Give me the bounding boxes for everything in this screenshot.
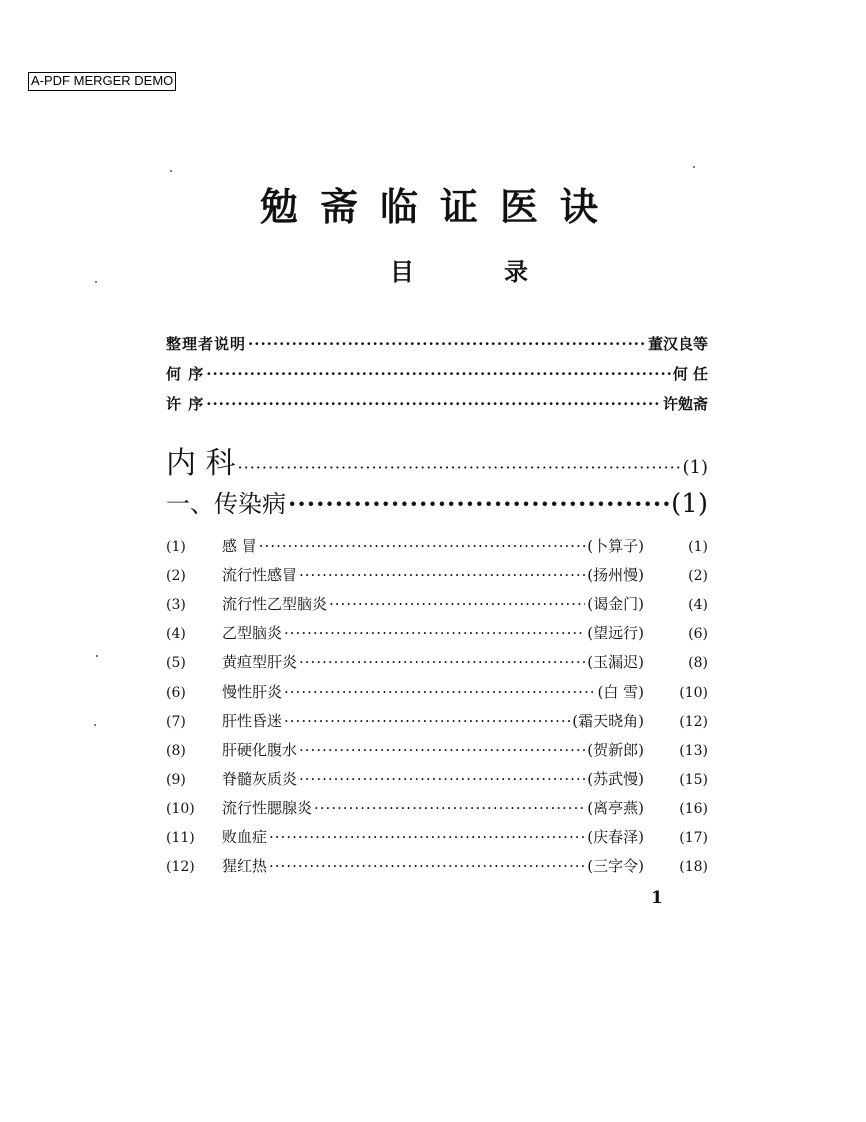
item-tune: (三字令) <box>587 857 644 876</box>
item-number: (12) <box>166 859 195 876</box>
watermark-label: A-PDF MERGER DEMO <box>28 72 176 91</box>
item-page: (1) <box>688 539 708 555</box>
item-page: (10) <box>679 684 708 701</box>
item-page: (16) <box>679 800 708 817</box>
toc-item[interactable] <box>166 739 708 763</box>
scan-speck <box>95 281 97 283</box>
item-tune: (离亭燕) <box>587 798 644 817</box>
toc-item[interactable] <box>166 535 708 559</box>
chapter-label: 一、传染病 <box>166 490 286 518</box>
dot-leader <box>269 857 585 875</box>
toc-item[interactable] <box>166 564 708 588</box>
page-number: 1 <box>651 888 663 908</box>
item-name: 流行性乙型脑炎 <box>222 595 328 614</box>
toc-entry-front-1[interactable] <box>166 333 708 357</box>
item-number: (10) <box>166 800 195 817</box>
item-name: 慢性肝炎 <box>222 682 283 701</box>
dot-leader <box>269 828 585 846</box>
dot-leader <box>206 395 661 413</box>
section-page: (1) <box>682 457 708 478</box>
section-label: 内 科 <box>166 446 236 481</box>
toc-item[interactable] <box>166 622 708 646</box>
item-name: 败血症 <box>222 828 268 846</box>
item-tune: (玉漏迟) <box>587 653 644 672</box>
item-name: 流行性腮腺炎 <box>222 798 313 817</box>
item-name: 流行性感冒 <box>222 566 298 585</box>
dot-leader <box>314 799 585 817</box>
item-tune: (苏武慢) <box>587 769 644 788</box>
book-title: 勉斋临证医诀 <box>259 184 620 229</box>
item-name: 猩红热 <box>222 857 268 876</box>
dot-leader <box>248 335 646 353</box>
toc-chapter-infectious-diseases[interactable] <box>166 484 708 520</box>
item-page: (8) <box>688 655 708 672</box>
item-number: (8) <box>166 742 186 759</box>
toc-item[interactable] <box>166 826 708 850</box>
item-number: (5) <box>166 655 186 672</box>
item-page: (18) <box>679 859 708 876</box>
toc-item[interactable] <box>166 710 708 734</box>
item-number: (11) <box>166 830 195 846</box>
item-page: (13) <box>679 742 708 759</box>
dot-leader <box>284 624 585 642</box>
dot-leader <box>299 653 585 671</box>
item-tune: (卜算子) <box>587 537 644 555</box>
dot-leader <box>299 566 585 584</box>
toc-item[interactable] <box>166 797 708 821</box>
item-name: 黄疸型肝炎 <box>222 653 298 672</box>
scan-speck <box>693 166 695 168</box>
item-tune: (谒金门) <box>587 595 644 614</box>
dot-leader <box>206 365 671 383</box>
item-number: (3) <box>166 597 186 614</box>
dot-leader <box>238 458 681 477</box>
toc-item[interactable] <box>166 768 708 792</box>
item-page: (12) <box>679 713 708 730</box>
item-number: (9) <box>166 771 186 788</box>
item-number: (2) <box>166 568 186 585</box>
entry-label: 许 序 <box>166 395 205 413</box>
item-tune: (望远行) <box>587 624 644 643</box>
dot-leader <box>299 770 585 788</box>
item-page: (17) <box>679 830 708 846</box>
item-tune: (白 雪) <box>597 682 644 701</box>
scan-speck <box>94 724 96 726</box>
item-page: (2) <box>688 568 708 585</box>
scan-speck <box>96 655 98 657</box>
item-tune: (霜天晓角) <box>572 711 644 730</box>
entry-label: 何 序 <box>166 365 205 383</box>
item-name: 脊髓灰质炎 <box>222 769 298 788</box>
dot-leader <box>288 489 669 518</box>
dot-leader <box>329 595 585 613</box>
dot-leader <box>259 537 586 555</box>
item-name: 乙型脑炎 <box>222 624 283 643</box>
toc-entry-front-2[interactable] <box>166 363 708 387</box>
item-page: (6) <box>688 626 708 643</box>
item-page: (15) <box>679 771 708 788</box>
dot-leader <box>299 741 585 759</box>
chapter-page: (1) <box>671 489 708 519</box>
item-number: (7) <box>166 713 186 730</box>
item-name: 肝性昏迷 <box>222 711 283 730</box>
entry-label: 整理者说明 <box>166 335 247 353</box>
item-name: 肝硬化腹水 <box>222 740 298 759</box>
item-number: (1) <box>166 539 186 555</box>
toc-item[interactable] <box>166 651 708 675</box>
entry-author: 董汉良等 <box>647 335 708 353</box>
toc-heading: 目录 <box>390 257 618 286</box>
entry-author: 何 任 <box>672 365 708 383</box>
item-page: (4) <box>688 597 708 614</box>
toc-item[interactable] <box>166 855 708 879</box>
toc-entry-front-3[interactable] <box>166 393 708 417</box>
toc-section-internal-medicine[interactable] <box>166 438 708 481</box>
item-tune: (扬州慢) <box>587 566 644 585</box>
toc-item[interactable] <box>166 593 708 617</box>
entry-author: 许勉斋 <box>662 395 708 413</box>
item-tune: (庆春泽) <box>587 828 644 846</box>
toc-item[interactable] <box>166 681 708 705</box>
dot-leader <box>284 712 570 730</box>
item-number: (4) <box>166 626 186 643</box>
item-tune: (贺新郎) <box>587 740 644 759</box>
scan-speck <box>170 170 172 172</box>
item-name: 感 冒 <box>222 537 257 555</box>
dot-leader <box>284 683 596 701</box>
item-number: (6) <box>166 684 186 701</box>
